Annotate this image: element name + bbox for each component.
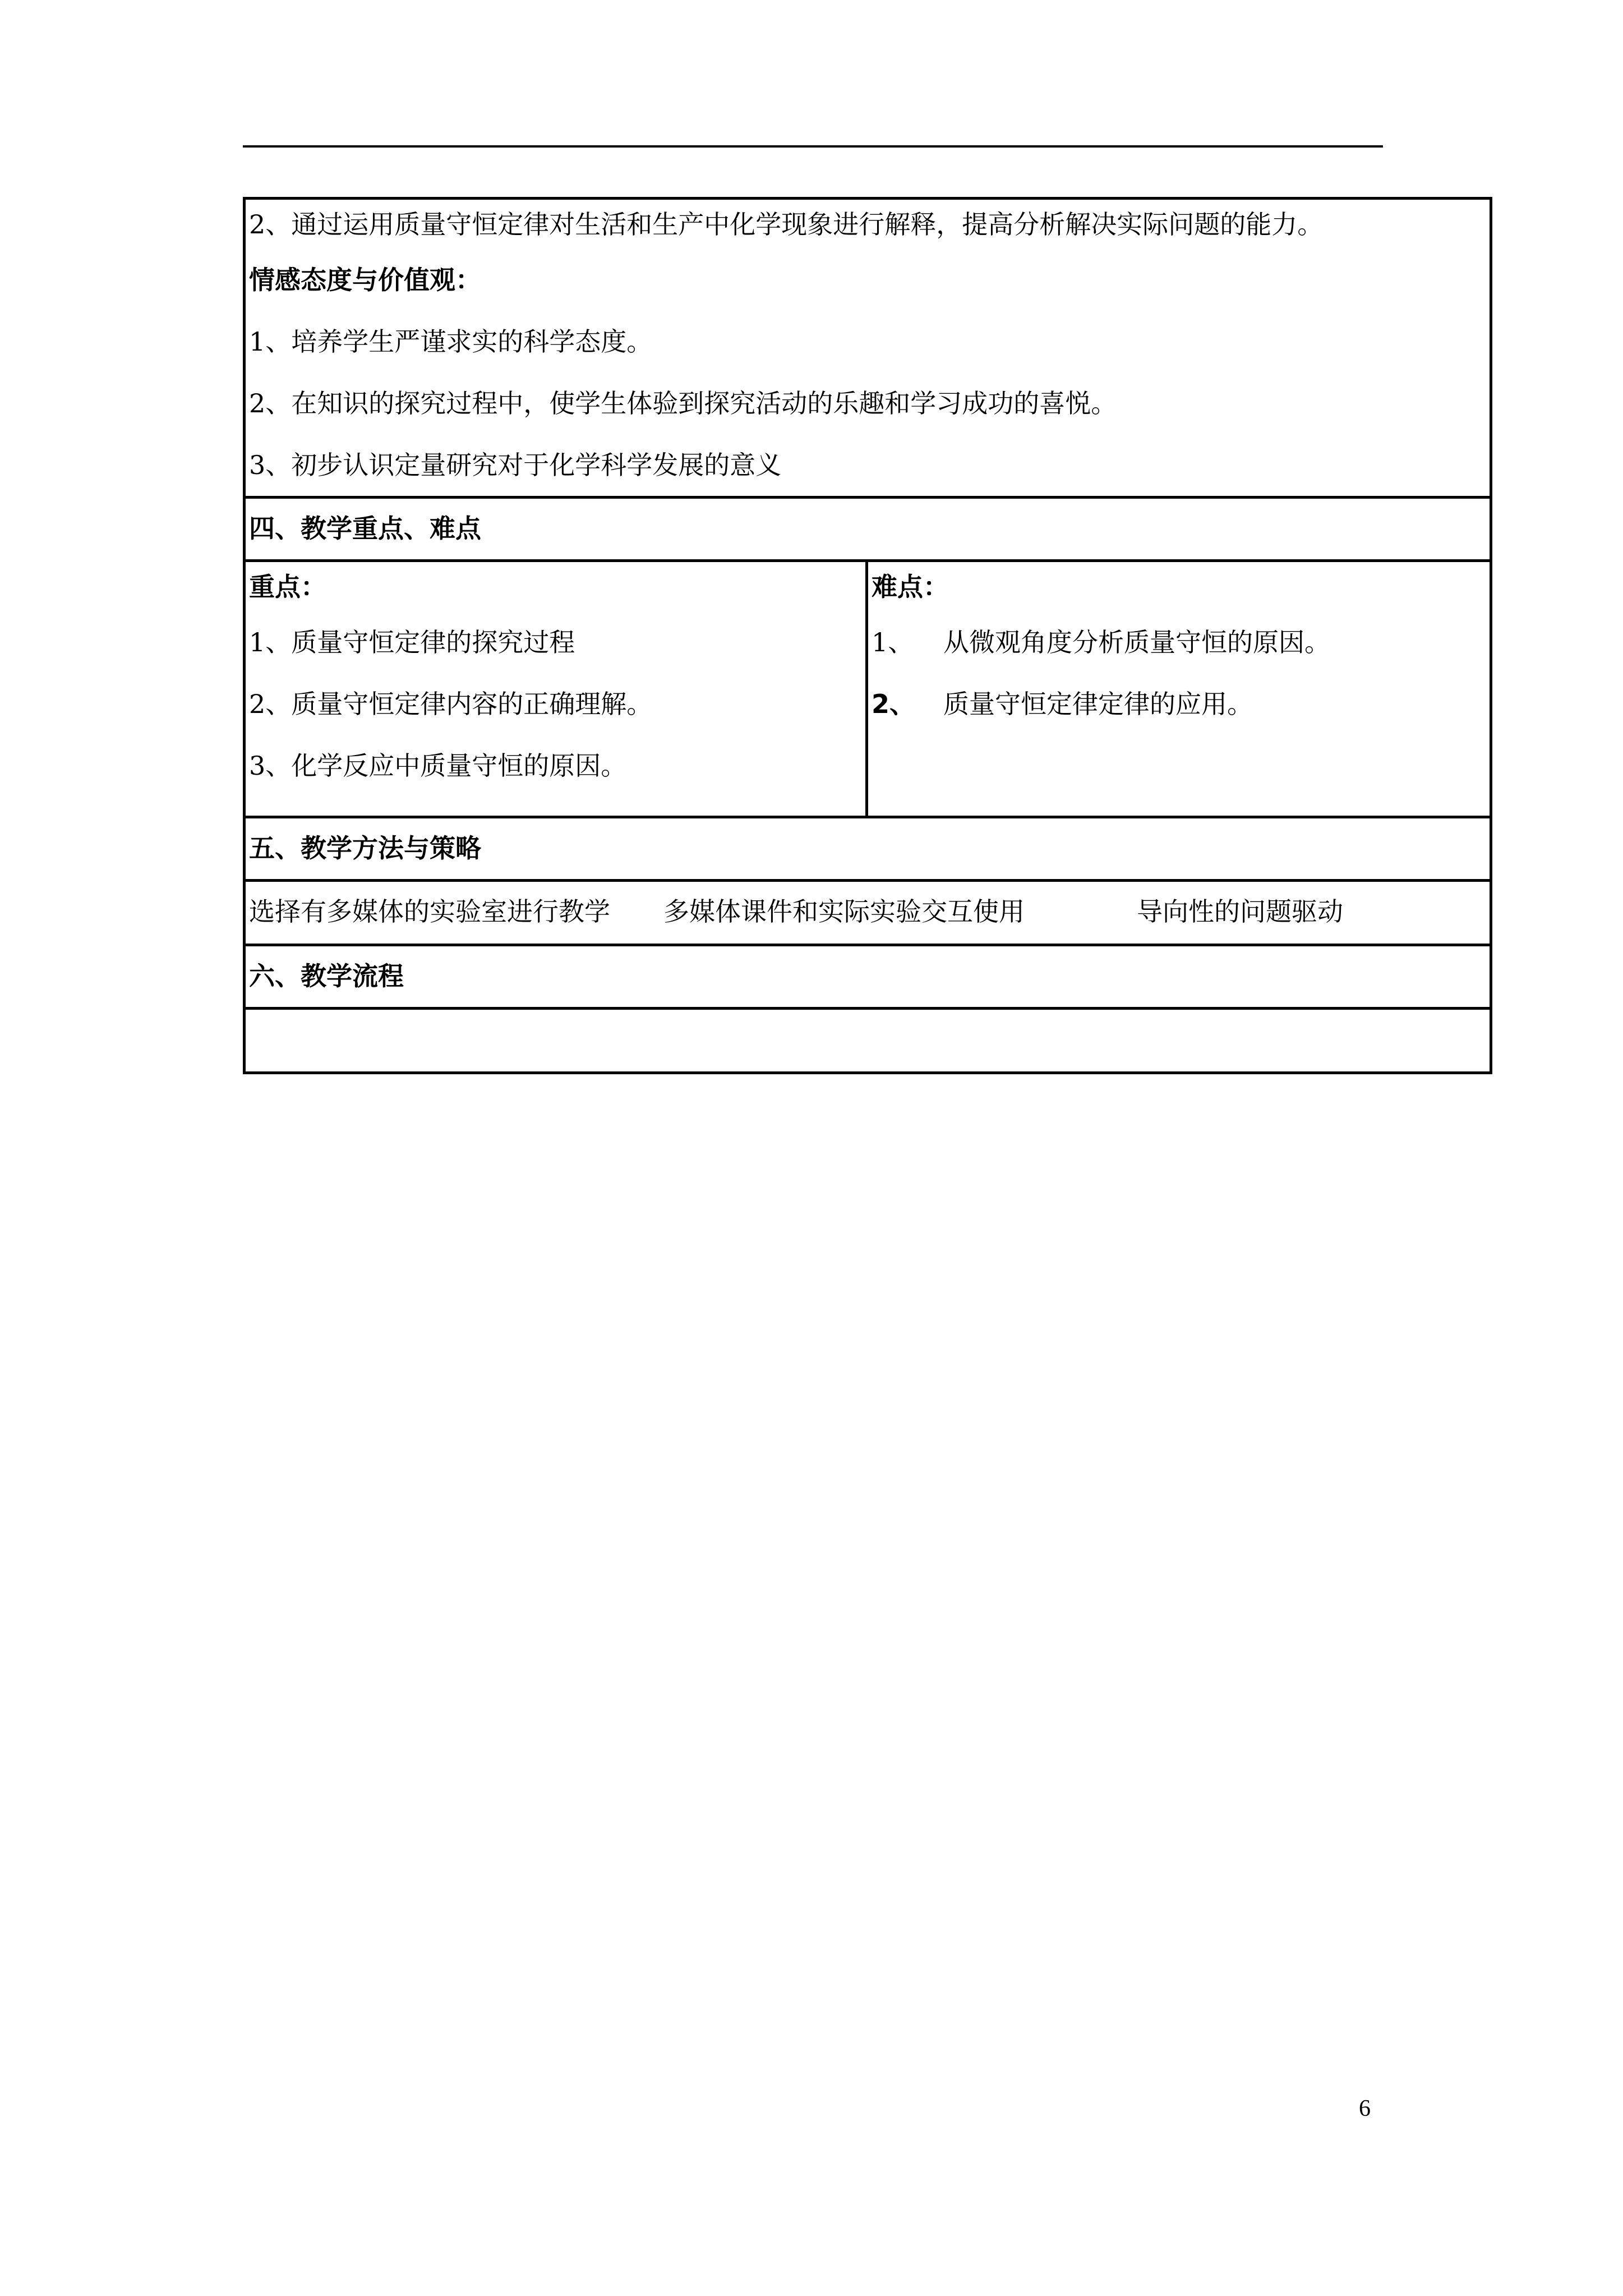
key-point-item-2: 2、质量守恒定律内容的正确理解。	[249, 689, 653, 719]
difficult-points-cell	[867, 561, 1491, 817]
difficult-point-text: 从微观角度分析质量守恒的原因。	[943, 627, 1330, 657]
section6-heading-cell	[245, 945, 1491, 1009]
attitude-heading: 情感态度与价值观：	[249, 265, 481, 295]
difficult-point-text: 质量守恒定律定律的应用。	[943, 689, 1253, 719]
methods-row	[245, 881, 1491, 945]
page-number: 6	[1359, 2096, 1371, 2122]
key-point-item-3: 3、化学反应中质量守恒的原因。	[249, 751, 627, 781]
flow-content-cell	[245, 1009, 1491, 1073]
section6-heading: 六、教学流程	[249, 961, 404, 991]
attitude-item-1: 1、培养学生严谨求实的科学态度。	[249, 326, 653, 357]
difficult-point-number: 1、	[872, 627, 914, 657]
objectives-row	[245, 199, 1491, 498]
section4-heading-row	[245, 498, 1491, 561]
difficult-points-heading: 难点：	[872, 572, 949, 602]
lesson-plan-table	[243, 197, 1492, 1074]
method-item-3: 导向性的问题驱动	[1137, 896, 1343, 927]
skill-item-2: 2、通过运用质量守恒定律对生活和生产中化学现象进行解释，提高分析解决实际问题的能力。	[249, 209, 1324, 240]
section6-heading-row	[245, 945, 1491, 1009]
objectives-cell	[245, 199, 1491, 498]
method-item-1: 选择有多媒体的实验室进行教学	[249, 896, 610, 927]
difficult-point-item-1	[872, 611, 1490, 673]
attitude-item-3: 3、初步认识定量研究对于化学科学发展的意义	[249, 450, 782, 480]
section4-heading-cell	[245, 498, 1491, 561]
section5-heading: 五、教学方法与策略	[249, 833, 481, 863]
difficult-point-number: 2、	[872, 689, 916, 719]
key-point-item-1: 1、质量守恒定律的探究过程	[249, 627, 575, 657]
methods-cell	[245, 881, 1491, 945]
flow-content-row	[245, 1009, 1491, 1073]
header-rule	[243, 145, 1383, 148]
method-item-2: 多媒体课件和实际实验交互使用	[663, 896, 1025, 927]
section5-heading-row	[245, 817, 1491, 881]
section5-heading-cell	[245, 817, 1491, 881]
section4-heading: 四、教学重点、难点	[249, 513, 481, 544]
methods-line	[249, 882, 1490, 941]
attitude-item-2: 2、在知识的探究过程中，使学生体验到探究活动的乐趣和学习成功的喜悦。	[249, 388, 1117, 418]
key-points-cell	[245, 561, 867, 817]
difficult-point-item-2	[872, 673, 1490, 735]
key-points-heading: 重点：	[249, 572, 326, 602]
keypoints-row	[245, 561, 1491, 817]
